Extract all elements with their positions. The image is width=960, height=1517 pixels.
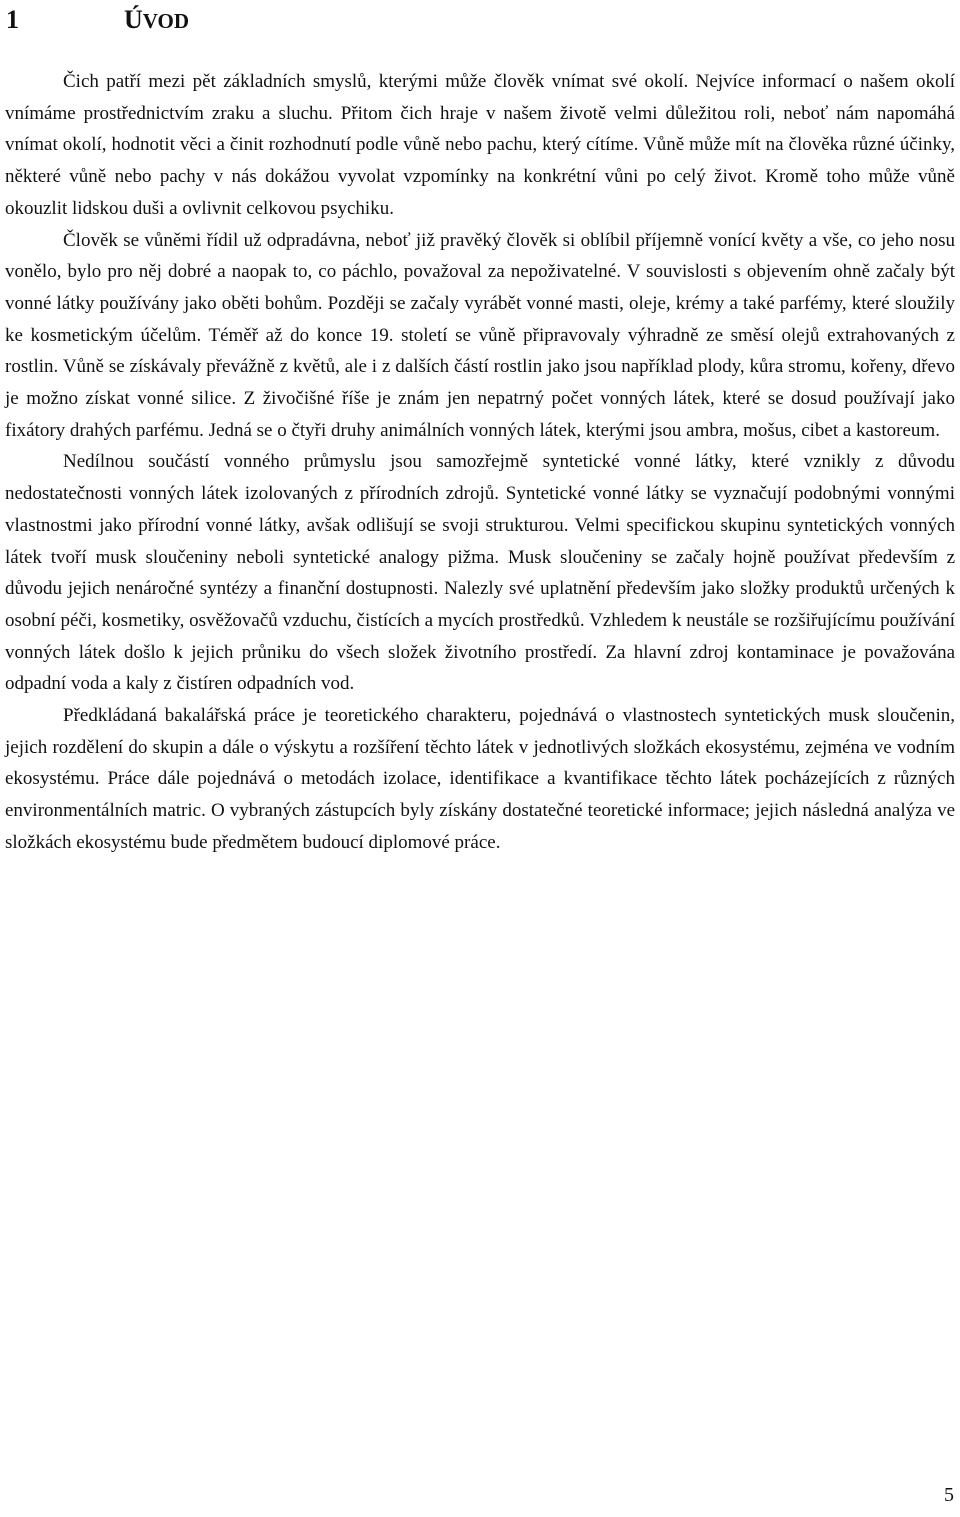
page-number: 5 xyxy=(944,1484,954,1506)
chapter-title-initial: Ú xyxy=(124,5,143,34)
chapter-number: 1 xyxy=(6,5,19,34)
paragraph-4: Předkládaná bakalářská práce je teoretického charakteru, pojednává o vlastnostech syntetických musk sloučenin, jejich rozdělení do skupin a dále o výskytu a rozšíření těchto látek v jednotlivých složkách ekosystému, zejména ve vodním ekosystému. Práce dále pojednává o metodách izolace, identifikace a kvantifikace těchto látek pocházejících z různých environmentálních matric. O vybraných zástupcích byly získány dostatečné teoretické informace; jejich následná analýza ve složkách ekosystému bude předmětem budoucí diplomové práce. xyxy=(5,705,955,853)
body-text xyxy=(5,66,955,859)
chapter-heading xyxy=(6,4,189,37)
chapter-title-rest: VOD xyxy=(142,9,190,33)
paragraph-3: Nedílnou součástí vonného průmyslu jsou samozřejmě syntetické vonné látky, které vznikly z důvodu nedostatečnosti vonných látek izolovaných z přírodních zdrojů. Syntetické vonné látky se vyznačují podobnými vonnými vlastnostmi jako přírodní vonné látky, avšak odlišují se svoji strukturou. Velmi specifickou skupinu syntetických vonných látek tvoří musk sloučeniny neboli syntetické analogy pižma. Musk sloučeniny se začaly hojně používat především z důvodu jejich nenáročné syntézy a finanční dostupnosti. Nalezly své uplatnění především jako složky produktů určených k osobní péči, kosmetiky, osvěžovačů vzduchu, čistících a mycích prostředků. Vzhledem k neustále se rozšiřujícímu používání vonných látek došlo k jejich průniku do všech složek životního prostředí. Za hlavní zdroj kontaminace je považována odpadní voda a kaly z čistíren odpadních vod. xyxy=(5,451,955,695)
paragraph-2: Člověk se vůněmi řídil už odpradávna, neboť již pravěký člověk si oblíbil příjemně vonící květy a vše, co jeho nosu vonělo, bylo pro něj dobré a naopak to, co páchlo, považoval za nepoživatelné. V souvislosti s objevením ohně začaly být vonné látky používány jako oběti bohům. Později se začaly vyrábět vonné masti, oleje, krémy a také parfémy, které sloužily ke kosmetickým účelům. Téměř až do konce 19. století se vůně připravovaly výhradně ze směsí olejů extrahovaných z rostlin. Vůně se získávaly převážně z květů, ale i z dalších částí rostlin jako jsou například plody, kůra stromu, kořeny, dřevo je možno získat vonné silice. Z živočišné říše je znám jen nepatrný počet vonných látek, které se dosud používají jako fixátory drahých parfému. Jedná se o čtyři druhy animálních vonných látek, kterými jsou ambra, mošus, cibet a kastoreum. xyxy=(5,229,955,441)
paragraph-1: Čich patří mezi pět základních smyslů, kterými může člověk vnímat své okolí. Nejvíce informací o našem okolí vnímáme prostřednictvím zraku a sluchu. Přitom čich hraje v našem životě velmi důležitou roli, neboť nám napomáhá vnímat okolí, hodnotit věci a činit rozhodnutí podle vůně nebo pachu, který cítíme. Vůně může mít na člověka různé účinky, některé vůně nebo pachy v nás dokážou vyvolat vzpomínky na konkrétní vůni po celý život. Kromě toho může vůně okouzlit lidskou duši a ovlivnit celkovou psychiku. xyxy=(5,71,955,219)
